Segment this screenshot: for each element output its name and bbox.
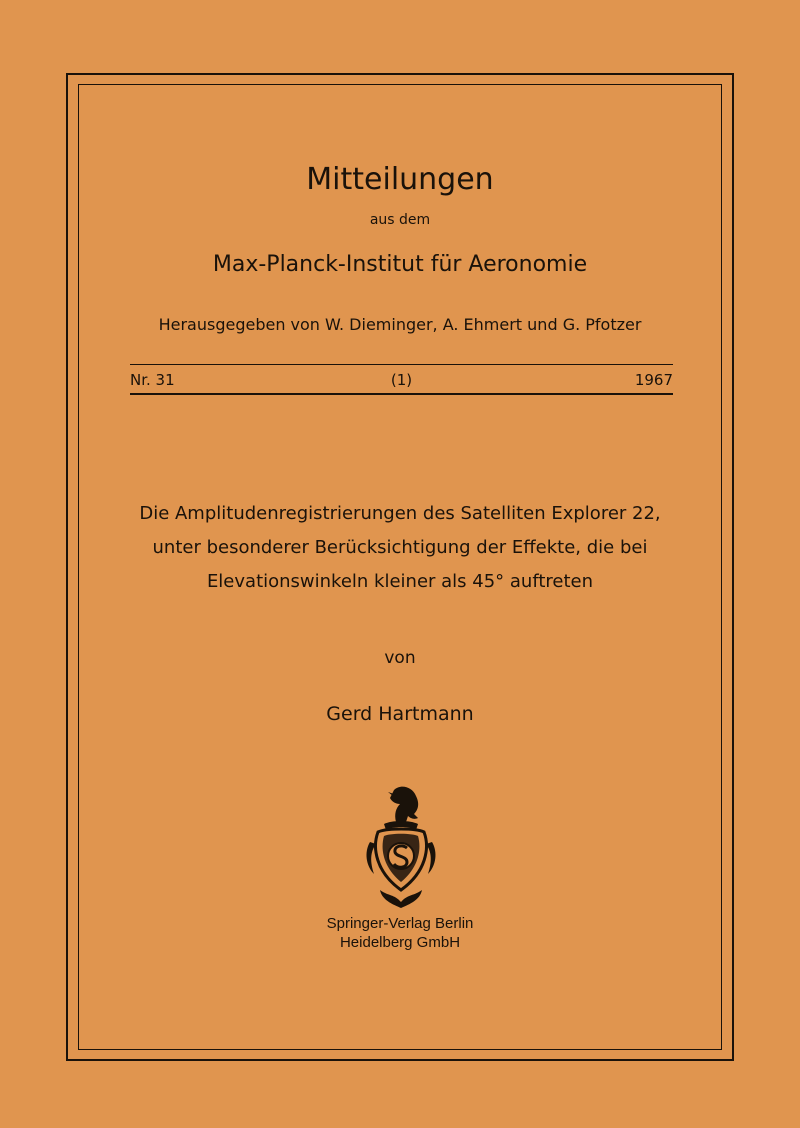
issue-number: Nr. 31 bbox=[130, 371, 175, 389]
springer-knight-logo-icon bbox=[360, 782, 442, 914]
title-line: Die Amplitudenregistrierungen des Satelliten Explorer 22, bbox=[139, 503, 661, 524]
issue-year: 1967 bbox=[634, 371, 673, 389]
series-aus-dem: aus dem bbox=[369, 212, 431, 228]
publisher-line-2: Heidelberg GmbH bbox=[339, 934, 461, 951]
series-title: Mitteilungen bbox=[306, 162, 494, 197]
institute-name: Max-Planck-Institut für Aeronomie bbox=[212, 252, 588, 277]
issue-top-rule bbox=[130, 364, 673, 365]
title-line: Elevationswinkeln kleiner als 45° auftreten bbox=[206, 571, 594, 592]
issue-info-row bbox=[130, 368, 673, 392]
publisher bbox=[0, 914, 800, 952]
editors-line: Herausgegeben von W. Dieminger, A. Ehmert und G. Pfotzer bbox=[158, 315, 642, 334]
issue-bottom-rule bbox=[130, 393, 673, 395]
book-title bbox=[0, 497, 800, 599]
title-line: unter besonderer Berücksichtigung der Effekte, die bei bbox=[152, 537, 648, 558]
author-name: Gerd Hartmann bbox=[326, 703, 474, 725]
byline-von: von bbox=[384, 648, 416, 668]
issue-volume: (1) bbox=[390, 371, 413, 389]
publisher-line-1: Springer-Verlag Berlin bbox=[326, 915, 474, 932]
